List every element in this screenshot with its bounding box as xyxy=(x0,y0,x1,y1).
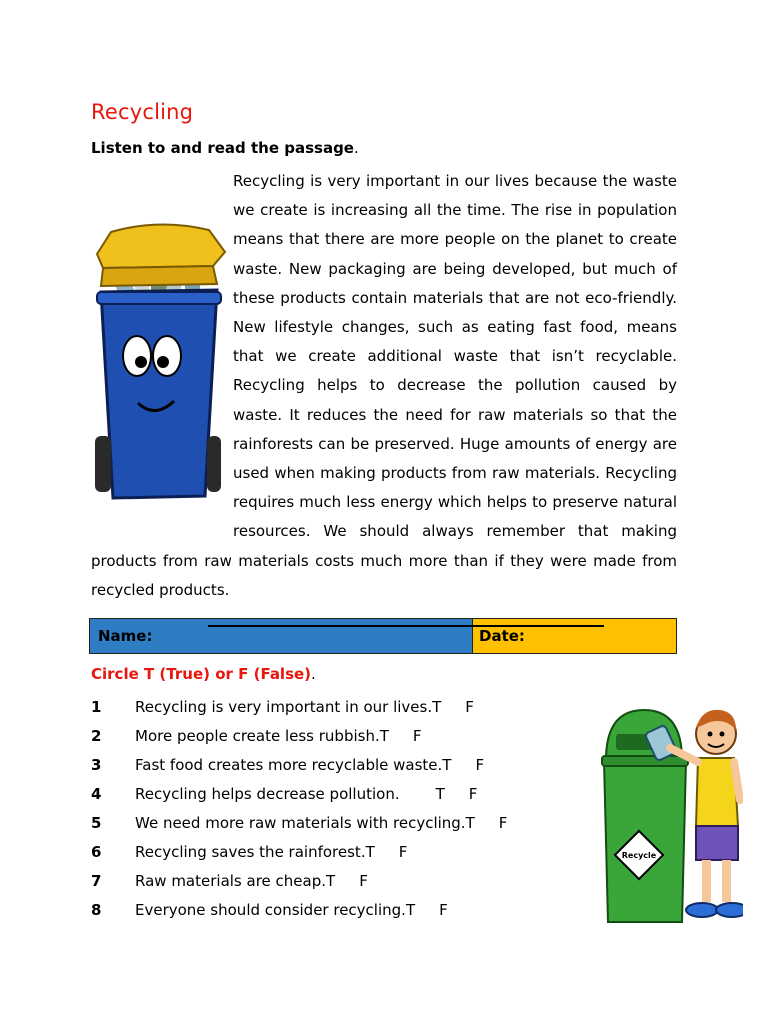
question-row xyxy=(91,750,591,779)
question-number: 6 xyxy=(91,843,102,862)
true-option[interactable]: T xyxy=(442,755,452,774)
true-option[interactable]: T xyxy=(379,726,389,745)
false-option[interactable]: F xyxy=(475,755,485,774)
true-option[interactable]: T xyxy=(432,697,442,716)
question-text: Recycling saves the rainforest. xyxy=(135,843,366,862)
passage-text: Recycling is very important in our lives because the waste we create is increasing all the time. The rise in population means that there are more people on the planet to create waste. New packaging are being developed, but much of these products contain materials that are not eco-friendly. New lifestyle changes, such as eating fast food, means that we create additional waste that isn’t recyclable. Recycling helps to decrease the pollution caused by waste. It reduces the need for raw materials so that the rainforests can be preserved. Huge amounts of energy are used when making products from raw materials. Recycling requires much less energy which helps to preserve natural resources. We should always remember that making products from raw materials costs much more than if they were made from recycled products. xyxy=(91,172,677,599)
question-title-period: . xyxy=(311,665,316,683)
question-row xyxy=(91,692,591,721)
false-option[interactable]: F xyxy=(398,843,408,862)
page-title: Recycling xyxy=(91,100,194,124)
instruction-bold: Listen to and read the passage xyxy=(91,139,354,157)
question-row xyxy=(91,867,591,896)
svg-text:Recycle: Recycle xyxy=(621,851,657,860)
question-list xyxy=(91,692,591,925)
question-number: 3 xyxy=(91,755,102,774)
question-row xyxy=(91,896,591,925)
question-row xyxy=(91,779,591,808)
question-number: 1 xyxy=(91,697,102,716)
false-option[interactable]: F xyxy=(468,784,478,803)
question-text: Fast food creates more recyclable waste. xyxy=(135,755,443,774)
false-option[interactable]: F xyxy=(439,901,448,920)
false-option[interactable]: F xyxy=(465,697,474,716)
question-number: 2 xyxy=(91,726,102,745)
false-option[interactable]: F xyxy=(498,813,508,832)
question-text: We need more raw materials with recycling. xyxy=(135,813,466,832)
instruction-period: . xyxy=(353,139,359,157)
question-text: Raw materials are cheap. xyxy=(135,872,327,891)
true-option[interactable]: T xyxy=(465,813,475,832)
question-text: Recycling is very important in our lives. xyxy=(135,697,433,716)
boy-with-green-bin-illustration xyxy=(598,700,743,934)
question-number: 7 xyxy=(91,872,102,891)
question-row xyxy=(91,808,591,837)
true-option[interactable]: T xyxy=(326,872,336,891)
true-option[interactable]: T xyxy=(365,843,375,862)
name-underline xyxy=(208,625,604,627)
name-date-bar xyxy=(89,618,677,654)
instruction xyxy=(91,139,359,157)
question-text: More people create less rubbish. xyxy=(135,726,380,745)
question-row xyxy=(91,721,591,750)
question-number: 4 xyxy=(91,784,102,803)
question-title-text: Circle T (True) or F (False) xyxy=(91,665,312,683)
question-text: Recycling helps decrease pollution. xyxy=(135,784,400,803)
date-label: Date: xyxy=(479,627,525,645)
true-option[interactable]: T xyxy=(435,784,445,803)
false-option[interactable]: F xyxy=(359,872,368,891)
blue-bin-illustration xyxy=(91,196,233,518)
question-number: 5 xyxy=(91,813,102,832)
reading-passage xyxy=(91,167,677,605)
question-text: Everyone should consider recycling. xyxy=(135,901,406,920)
false-option[interactable]: F xyxy=(412,726,422,745)
true-option[interactable]: T xyxy=(405,901,416,920)
question-title xyxy=(91,665,316,683)
question-row xyxy=(91,837,591,866)
name-label: Name: xyxy=(98,627,153,645)
question-number: 8 xyxy=(91,901,102,920)
